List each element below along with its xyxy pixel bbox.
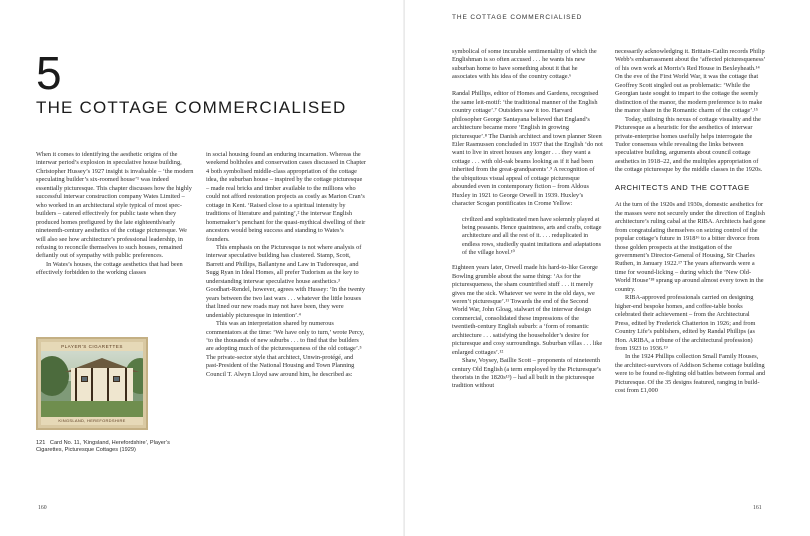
window bbox=[81, 376, 88, 382]
paragraph: Today, utilising this nexus of cottage visuality and the Picturesque as a heuristic for the aesthetics of interwar private-enterprise homes usefully helps interrogate the Tudor consensus while revealing the links between speculative building, arguments about council cottage aesthetics in 1918–22, and the multiples appropriation of the cottage picturesque by the middle classes in the 1920s. bbox=[615, 115, 763, 174]
section-heading: ARCHITECTS AND THE COTTAGE bbox=[615, 182, 750, 192]
chapter-number: 5 bbox=[36, 47, 62, 99]
running-head: THE COTTAGE COMMERCIALISED bbox=[452, 14, 583, 21]
window bbox=[113, 376, 120, 382]
paragraph: Eighteen years later, Orwell made his hard-to-like George Bowling grumble about the same thing: ‘As for the picturesqueness, the sham countrified stuff . . . it merely gives me the sick. Whatever we were in the old days, we weren’t picturesque’.¹¹ Towards the end of the Second World War, John Gloag, stalwart of the interwar design commercial, consolidated these impressions of the twentieth-century English suburb: a ‘form of romantic architecture . . . satisfying the householder’s desire for picturesque and cosy surroundings. Suburban villas . . . like enlarged cottages’.¹² bbox=[452, 264, 603, 356]
caption-number: 121 bbox=[36, 440, 46, 446]
paragraph: Shaw, Voysey, Baillie Scott – proponents of nineteenth century Old English (a term employed by the Picturesque’s theorists in the 1820s¹³) – had all built in the picturesque tradition without bbox=[452, 357, 601, 390]
text-column-4 bbox=[615, 48, 766, 503]
paragraph: Randal Phillips, editor of Homes and Gardens, recognised the same leit-motif: ‘the traditional manner of the English country cottage’.⁷ Outsiders saw it too. Harvard philosopher George Santayana believed that England’s architecture became more ‘English in growing picturesque’.⁸ The Danish architect and town planner Steen Eiler Rasmussen concluded in 1937 that the English ‘do not want to live in street houses any longer . . . they want a cottage . . . with old-oak beams looking as if it had been inherited from the great-grandparents’.⁹ A recognition of the ubiquitous visual appeal of cottage picturesque abounded even in contemporary fiction – from Aldous Huxley in 1921 to George Orwell in 1939. Huxley’s character Scogan pontificates in Crome Yellow: bbox=[452, 90, 603, 208]
paragraph: symbolical of some incurable sentimentality of which the Englishman is so often accused . . . he wants his new suburban home to have something about it that he associates with his idea of the country cottage.⁶ bbox=[452, 48, 597, 81]
page-number-left: 160 bbox=[38, 505, 47, 511]
text-column-1 bbox=[36, 151, 196, 363]
paragraph: At the turn of the 1920s and 1930s, domestic aesthetics for the masses were not securely under the direction of English architecture’s ruling cabal at the RIBA. Architects had gone from congratulating themselves on seizing control of the popular cottage’s future in 1918¹⁶ to a bitter divorce from those golden prospects at the instigation of the government’s Director-General of Housing, Sir Charles Ruthen, in January 1922.¹⁷ The years afterwards were a time for wound-licking – during which the ‘New Old-World House’¹⁸ sprang up around almost every town in the country. bbox=[615, 201, 766, 293]
figure-caption bbox=[36, 440, 196, 455]
paragraph: This emphasis on the Picturesque is not where analysis of interwar speculative building has clustered. Stamp, Scott, Barrett and Phillips, Ballantyne and Law in Tudoresque, and Sugg Ryan in Ideal Homes, all prefer Tudorism as the key to understanding interwar speculative house aesthetics.³ Goodhart-Rendel, however, agrees with Hussey: ‘In the twenty years between the two last wars . . . whatever the little houses that lined our new roads may not have been, they were undeniably picturesque in intention’.⁴ bbox=[206, 243, 366, 319]
cigarette-card-image bbox=[36, 337, 148, 430]
caption-text: Card No. 11, ‘Kingsland, Herefordshire’, Player’s Cigarettes, Picturesque Cottages (1929) bbox=[36, 440, 170, 454]
paragraph: This was an interpretation shared by numerous commentators at the time: ‘We have only to turn,’ wrote Percy, ‘to the thousands of new suburbs . . . to find that the builders are adopting much of the picturesqueness of the old cottage’.⁵ The private-sector style that architect, Unwin-protégé, and past-President of the National Housing and Town Planning Council T. Alwyn Lloyd saw around him, he described as: bbox=[206, 320, 365, 378]
paragraph: When it comes to identifying the aesthetic origins of the interwar period’s explosion in speculative house building, Christopher Hussey’s 1927 insight is invaluable – ‘the modern speculating builder’s six-roomed house’¹ was indeed essentially picturesque. This chapter discusses how the highly successful interwar construction company Wates Limited – who worked in an architectural style typical of most spec-builders – catered effectively for public taste when they produced homes prefigured by the late eighteenth/early nineteenth-century aesthetics of the cottage picturesque. We will also see how architecture’s professional leadership, in refusing to reconcile themselves to such houses, remained defiantly out of sympathy with public preferences. bbox=[36, 151, 194, 260]
card-footer: KINGSLAND, HEREFORDSHIRE bbox=[41, 417, 143, 425]
garden bbox=[41, 401, 143, 417]
paragraph: In Wates’s houses, the cottage aesthetics that had been effectively forbidden to the working classes bbox=[36, 260, 183, 277]
paragraph: in social housing found an enduring incarnation. Whereas the weekend boltholes and conservation cases discussed in Chapter 4 both symbolised middle-class appropriation of the cottage idea, the suburban house – inspired by the cottage picturesque – made real bricks and timber available to the millions who could not afford restoration projects as costly as Marion Cran’s cottage in Kent. ‘Raised close to a spiritual intensity by traditions of literature and painting’,² the interwar English homemaker’s penchant for the quasi-mythical dwelling of their ancestors would being success and standing to Wates’s founders. bbox=[206, 151, 367, 243]
chapter-title: THE COTTAGE COMMERCIALISED bbox=[36, 98, 347, 117]
page-number-right: 161 bbox=[753, 505, 762, 511]
block-quote: civilized and sophisticated men have solemnly played at being peasants. Hence quaintness, arts and crafts, cottage architecture and all the rest of it. . . . reduplicated in endless rows, studiedly quaint imitations and adaptations of the village hovel.¹⁰ bbox=[462, 216, 602, 256]
paragraph: necessarily acknowledging it. Brittain-Catlin records Philip Webb’s embarrassment about the ‘affected picturesqueness’ of his own work at Morris’s Red House in Bexleyheath.¹⁴ On the eve of the First World War, it was the cottage that Geoffrey Scott singled out as problematic: ‘While the Georgian taste sought to impart to the cottage the seemly distinction of the manor, the modern preference is to make the manor share in the Romantic charm of the cottage’.¹⁵ bbox=[615, 48, 766, 115]
paragraph: In the 1924 Phillips collection Small Family Houses, the architect-survivors of Addison Scheme cottage building were to be found re-fighting old battles between formal and Picturesque. Of the 35 designs featured, ranging in build-cost from £1,000 bbox=[615, 353, 766, 395]
card-header: PLAYER'S CIGARETTES bbox=[41, 342, 143, 351]
text-column-3 bbox=[452, 48, 603, 503]
card-illustration bbox=[41, 342, 143, 425]
text-column-2 bbox=[206, 151, 367, 503]
paragraph: RIBA-approved professionals carried on designing higher-end bespoke homes, and coffee-table books celebrated their achievement – from the Architectural Press, edited by Frederick Chatterton in 1926; and from Country Life’s publishers, edited by Randal Phillips (as Hon. ARIBA, a tribune of the architectural profession) from 1923 to 1936.¹⁹ bbox=[615, 294, 756, 352]
